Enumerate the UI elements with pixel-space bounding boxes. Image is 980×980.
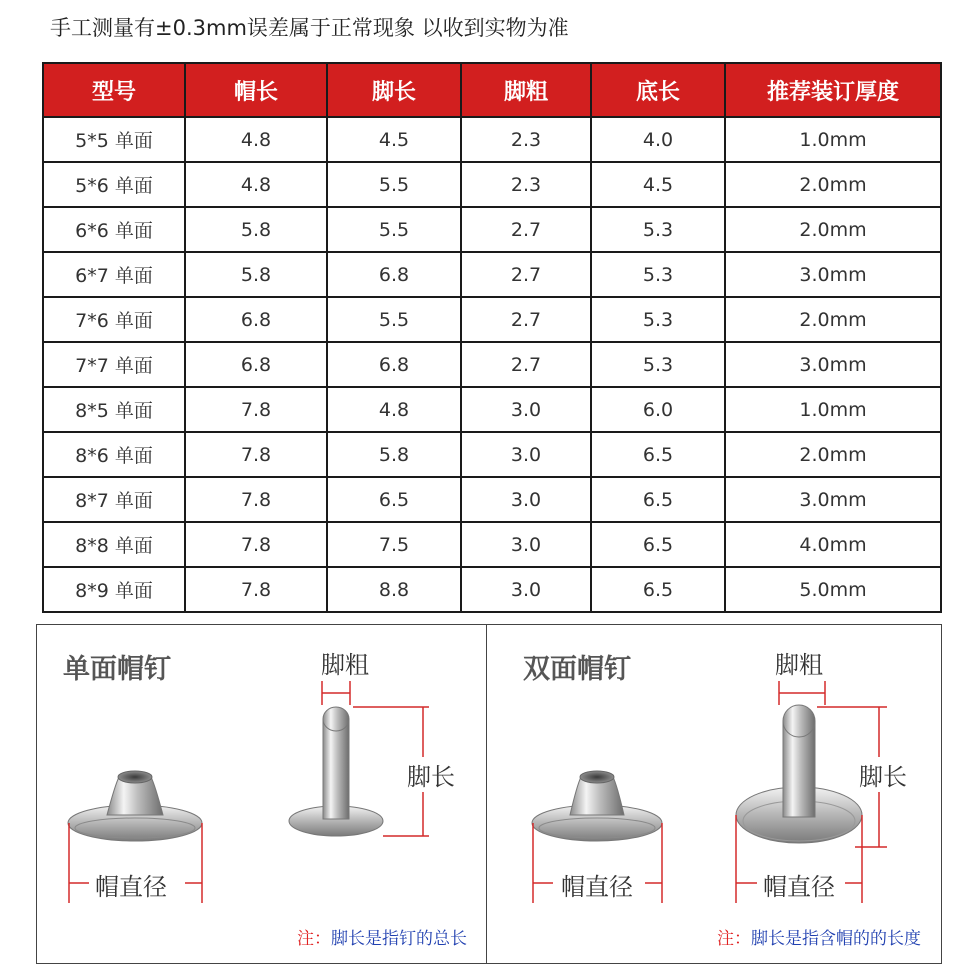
double-footnote — [717, 924, 921, 949]
cell-recommended-thickness: 3.0mm — [725, 477, 941, 522]
cell-cap-length: 5.8 — [185, 252, 327, 297]
table-row — [43, 342, 941, 387]
cell-cap-length: 6.8 — [185, 342, 327, 387]
cell-model: 6*7 单面 — [43, 252, 185, 297]
table-row — [43, 477, 941, 522]
cell-model: 8*5 单面 — [43, 387, 185, 432]
cell-leg-length: 4.8 — [327, 387, 461, 432]
table-header-row — [43, 63, 941, 117]
double-leg-thickness-label: 脚粗 — [773, 645, 825, 680]
cell-leg-length: 4.5 — [327, 117, 461, 162]
cell-recommended-thickness: 4.0mm — [725, 522, 941, 567]
single-panel-title: 单面帽钉 — [63, 654, 171, 685]
cell-leg-length: 6.5 — [327, 477, 461, 522]
table-row — [43, 387, 941, 432]
measurement-note: 手工测量有±0.3mm误差属于正常现象 以收到实物为准 — [50, 16, 569, 40]
double-rivet-illustration — [487, 625, 941, 963]
single-sided-rivet-panel — [36, 624, 488, 964]
cell-base-length: 5.3 — [591, 252, 725, 297]
cell-leg-thickness: 3.0 — [461, 522, 591, 567]
double-sided-rivet-panel — [486, 624, 942, 964]
table-row — [43, 207, 941, 252]
header-base-length: 底长 — [591, 63, 725, 117]
cell-cap-length: 7.8 — [185, 387, 327, 432]
cell-cap-length: 7.8 — [185, 477, 327, 522]
cell-base-length: 4.5 — [591, 162, 725, 207]
cell-recommended-thickness: 3.0mm — [725, 252, 941, 297]
cell-model: 5*6 单面 — [43, 162, 185, 207]
single-leg-length-label: 脚长 — [405, 757, 457, 792]
cell-recommended-thickness: 1.0mm — [725, 117, 941, 162]
cell-recommended-thickness: 2.0mm — [725, 432, 941, 477]
table-row — [43, 567, 941, 612]
cap-base-part — [68, 771, 202, 841]
cell-leg-length: 5.8 — [327, 432, 461, 477]
cell-leg-thickness: 2.7 — [461, 297, 591, 342]
cell-leg-length: 5.5 — [327, 297, 461, 342]
cell-cap-length: 6.8 — [185, 297, 327, 342]
cell-base-length: 6.5 — [591, 432, 725, 477]
cell-recommended-thickness: 1.0mm — [725, 387, 941, 432]
cell-model: 7*6 单面 — [43, 297, 185, 342]
cell-model: 5*5 单面 — [43, 117, 185, 162]
header-model: 型号 — [43, 63, 185, 117]
cell-leg-length: 5.5 — [327, 162, 461, 207]
cell-recommended-thickness: 2.0mm — [725, 207, 941, 252]
table-row — [43, 522, 941, 567]
cell-leg-thickness: 2.7 — [461, 207, 591, 252]
double-cap-diameter-label-right: 帽直径 — [761, 867, 837, 902]
cell-cap-length: 5.8 — [185, 207, 327, 252]
cell-leg-length: 5.5 — [327, 207, 461, 252]
cell-leg-length: 6.8 — [327, 342, 461, 387]
double-footnote-prefix: 注： — [717, 929, 751, 949]
double-cap-diameter-label-left: 帽直径 — [559, 867, 635, 902]
single-rivet-illustration — [37, 625, 487, 963]
cell-recommended-thickness: 5.0mm — [725, 567, 941, 612]
cell-leg-length: 8.8 — [327, 567, 461, 612]
cell-base-length: 6.5 — [591, 477, 725, 522]
double-footnote-text: 脚长是指含帽的的长度 — [751, 929, 921, 949]
cell-cap-length: 7.8 — [185, 432, 327, 477]
header-cap-length: 帽长 — [185, 63, 327, 117]
cell-leg-length: 7.5 — [327, 522, 461, 567]
header-recommended-thickness: 推荐装订厚度 — [725, 63, 941, 117]
cell-recommended-thickness: 2.0mm — [725, 162, 941, 207]
cell-base-length: 6.5 — [591, 567, 725, 612]
header-leg-length: 脚长 — [327, 63, 461, 117]
stud-part — [289, 707, 383, 836]
cell-leg-thickness: 2.3 — [461, 117, 591, 162]
cell-model: 6*6 单面 — [43, 207, 185, 252]
cell-base-length: 5.3 — [591, 207, 725, 252]
cell-cap-length: 7.8 — [185, 567, 327, 612]
cell-cap-length: 4.8 — [185, 162, 327, 207]
cell-base-length: 4.0 — [591, 117, 725, 162]
cell-leg-thickness: 2.3 — [461, 162, 591, 207]
single-footnote-text: 脚长是指钉的总长 — [331, 929, 467, 949]
table-row — [43, 162, 941, 207]
single-footnote-prefix: 注： — [297, 929, 331, 949]
stud-part — [736, 705, 862, 843]
cell-model: 8*9 单面 — [43, 567, 185, 612]
cell-base-length: 5.3 — [591, 297, 725, 342]
table-row — [43, 252, 941, 297]
cell-leg-thickness: 3.0 — [461, 477, 591, 522]
cell-model: 8*7 单面 — [43, 477, 185, 522]
single-leg-thickness-label: 脚粗 — [319, 645, 371, 680]
cell-cap-length: 7.8 — [185, 522, 327, 567]
cell-model: 7*7 单面 — [43, 342, 185, 387]
single-footnote — [297, 924, 467, 949]
double-panel-title: 双面帽钉 — [523, 654, 631, 685]
cell-leg-thickness: 3.0 — [461, 387, 591, 432]
double-leg-length-label: 脚长 — [857, 757, 909, 792]
cell-recommended-thickness: 2.0mm — [725, 297, 941, 342]
cell-cap-length: 4.8 — [185, 117, 327, 162]
cell-leg-thickness: 3.0 — [461, 432, 591, 477]
cell-model: 8*8 单面 — [43, 522, 185, 567]
cap-base-part — [532, 771, 662, 841]
table-row — [43, 297, 941, 342]
cell-recommended-thickness: 3.0mm — [725, 342, 941, 387]
header-leg-thickness: 脚粗 — [461, 63, 591, 117]
cell-leg-thickness: 3.0 — [461, 567, 591, 612]
cell-leg-thickness: 2.7 — [461, 252, 591, 297]
spec-table — [42, 62, 942, 613]
table-row — [43, 117, 941, 162]
cell-base-length: 6.0 — [591, 387, 725, 432]
cell-base-length: 5.3 — [591, 342, 725, 387]
single-cap-diameter-label: 帽直径 — [93, 867, 169, 902]
cell-leg-length: 6.8 — [327, 252, 461, 297]
cell-model: 8*6 单面 — [43, 432, 185, 477]
cell-leg-thickness: 2.7 — [461, 342, 591, 387]
table-row — [43, 432, 941, 477]
cell-base-length: 6.5 — [591, 522, 725, 567]
